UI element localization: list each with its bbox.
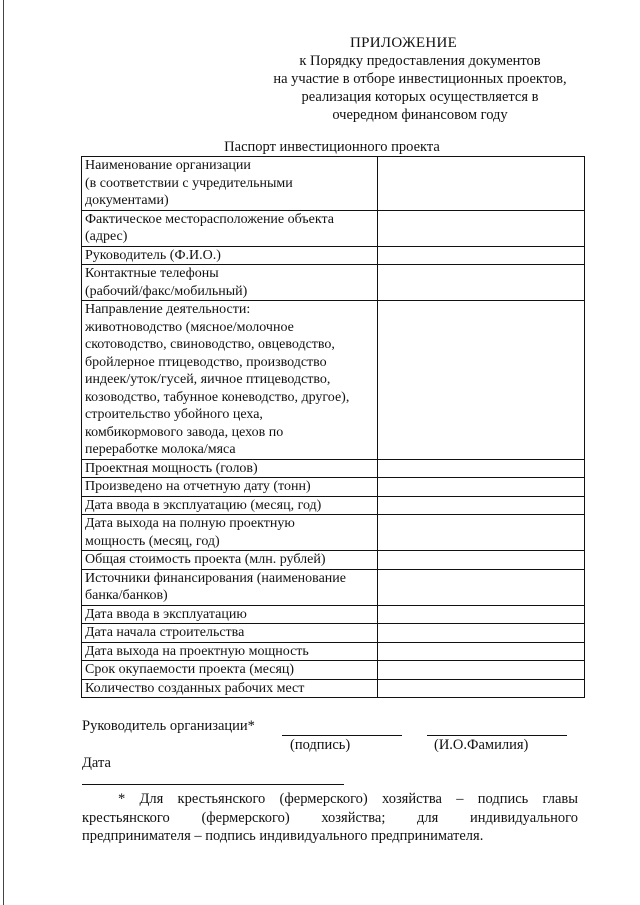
table-row	[82, 478, 585, 497]
passport-table-body	[82, 157, 585, 698]
row-value-cell[interactable]	[377, 265, 584, 301]
table-row	[82, 459, 585, 478]
footnote-divider	[82, 784, 344, 785]
row-label: Источники финансирования (наименование банка/банков)	[82, 569, 378, 605]
row-label: Направление деятельности: животноводство (мясное/молочное скотоводство, свиноводство, овцеводство, бройлерное птицеводство, производство индеек/уток/гусей, яичное птицеводство, козоводство, табунное коневодство, другое), строительство убойного цеха, комбикормового завода, цехов по переработке молока/мяса	[82, 301, 378, 460]
row-value-cell[interactable]	[377, 679, 584, 698]
row-label: Дата начала строительства	[82, 624, 378, 643]
table-row	[82, 246, 585, 265]
table-row	[82, 210, 585, 246]
row-value-cell[interactable]	[377, 246, 584, 265]
signature-caption: (подпись)	[290, 737, 351, 753]
table-row	[82, 265, 585, 301]
row-label: Дата выхода на проектную мощность	[82, 642, 378, 661]
appendix-header	[240, 34, 600, 124]
footnote-text: * Для крестьянского (фермерского) хозяйства – подпись главы крестьянского (фермерского) хозяйства; для индивидуального предпринимателя – подпись индивидуального предпринимателя.	[82, 791, 578, 844]
appendix-subtitle-line-1: к Порядку предоставления документов	[299, 53, 541, 69]
table-row	[82, 569, 585, 605]
row-label: Руководитель (Ф.И.О.)	[82, 246, 378, 265]
table-row	[82, 679, 585, 698]
row-label: Общая стоимость проекта (млн. рублей)	[82, 551, 378, 570]
appendix-subtitle-line-3: реализация которых осуществляется в	[301, 89, 539, 105]
page-edge-line	[3, 0, 4, 905]
row-value-cell[interactable]	[377, 569, 584, 605]
row-label: Проектная мощность (голов)	[82, 459, 378, 478]
row-label: Фактическое месторасположение объекта (адрес)	[82, 210, 378, 246]
table-row	[82, 605, 585, 624]
row-value-cell[interactable]	[377, 642, 584, 661]
row-value-cell[interactable]	[377, 661, 584, 680]
row-label: Дата ввода в эксплуатацию	[82, 605, 378, 624]
table-row	[82, 661, 585, 680]
row-value-cell[interactable]	[377, 551, 584, 570]
appendix-subtitle-line-4: очередном финансовом году	[332, 107, 508, 123]
table-row	[82, 157, 585, 211]
row-value-cell[interactable]	[377, 515, 584, 551]
appendix-title: ПРИЛОЖЕНИЕ	[350, 35, 458, 51]
row-label: Дата выхода на полную проектную мощность (месяц, год)	[82, 515, 378, 551]
row-label: Дата ввода в эксплуатацию (месяц, год)	[82, 496, 378, 515]
row-value-cell[interactable]	[377, 624, 584, 643]
passport-table	[81, 156, 585, 698]
table-row	[82, 515, 585, 551]
row-label: Срок окупаемости проекта (месяц)	[82, 661, 378, 680]
signature-line[interactable]	[282, 735, 402, 736]
row-value-cell[interactable]	[377, 478, 584, 497]
row-value-cell[interactable]	[377, 496, 584, 515]
row-value-cell[interactable]	[377, 605, 584, 624]
passport-title: Паспорт инвестиционного проекта	[224, 139, 440, 155]
row-label: Количество созданных рабочих мест	[82, 679, 378, 698]
row-value-cell[interactable]	[377, 157, 584, 211]
name-caption: (И.О.Фамилия)	[434, 737, 529, 753]
row-value-cell[interactable]	[377, 459, 584, 478]
name-line[interactable]	[427, 735, 567, 736]
appendix-subtitle-line-2: на участие в отборе инвестиционных проектов,	[273, 71, 567, 87]
table-row	[82, 624, 585, 643]
table-row	[82, 551, 585, 570]
row-label: Контактные телефоны (рабочий/факс/мобильный)	[82, 265, 378, 301]
table-row	[82, 642, 585, 661]
table-row	[82, 496, 585, 515]
row-label: Произведено на отчетную дату (тонн)	[82, 478, 378, 497]
row-label: Наименование организации (в соответствии с учредительными документами)	[82, 157, 378, 211]
date-label: Дата	[82, 755, 111, 771]
row-value-cell[interactable]	[377, 301, 584, 460]
row-value-cell[interactable]	[377, 210, 584, 246]
table-row	[82, 301, 585, 460]
head-of-organization-label: Руководитель организации*	[82, 718, 255, 734]
